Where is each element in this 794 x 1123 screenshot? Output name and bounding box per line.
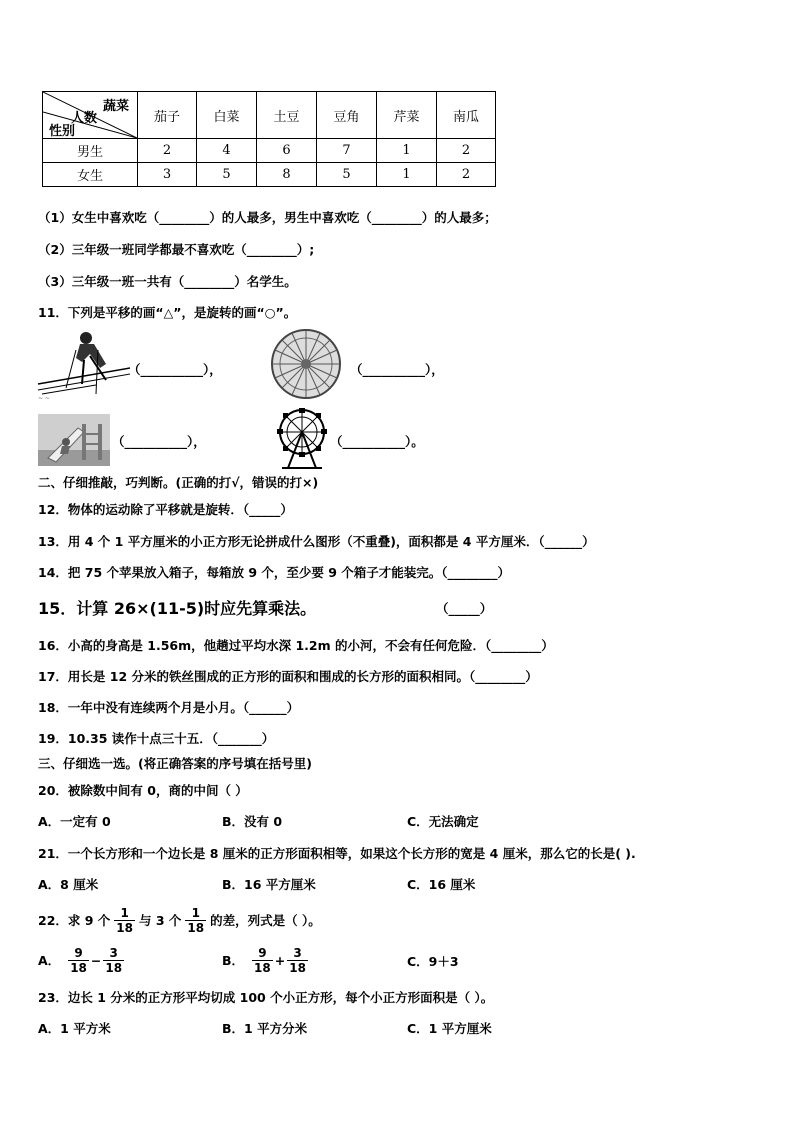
corner-label-count: 人数	[71, 111, 98, 126]
plus-sign: +	[274, 952, 286, 968]
q14: 14．把 75 个苹果放入箱子，每箱放 9 个，至少要 9 个箱子才能装完。（________）	[38, 565, 511, 580]
corner-label-gender: 性别	[49, 124, 76, 139]
fraction-denominator: 18	[105, 960, 123, 975]
q11-stem: 11．下列是平移的画“△”，是旋转的画“○”。	[38, 305, 297, 320]
q22-option-c[interactable]: C．9＋3	[407, 954, 459, 969]
table-cell: 1	[377, 163, 437, 187]
q10-sub3: （3）三年级一班一共有（________）名学生。	[38, 274, 297, 289]
column-header: 芹菜	[377, 92, 437, 139]
q21-stem: 21．一个长方形和一个边长是 8 厘米的正方形面积相等，如果这个长方形的宽是 4 厘米，那么它的长是( ).	[38, 846, 636, 861]
option-fraction	[103, 946, 124, 975]
q10-sub1: （1）女生中喜欢吃（________）的人最多，男生中喜欢吃（________）的人最多；	[38, 210, 497, 225]
fraction-denominator: 18	[70, 960, 87, 975]
q21-option-c[interactable]: C．16 厘米	[407, 877, 476, 892]
q20-option-c[interactable]: C．无法确定	[407, 814, 479, 829]
fraction-numerator: 3	[287, 946, 308, 961]
table-cell: 3	[138, 163, 197, 187]
column-header: 土豆	[257, 92, 317, 139]
fraction-numerator: 9	[252, 946, 273, 961]
table-cell: 6	[257, 139, 317, 163]
section-3-heading: 三、仔细选一选。(将正确答案的序号填在括号里)	[38, 756, 312, 771]
q22-stem	[38, 900, 321, 940]
fraction-numerator: 1	[114, 906, 135, 921]
column-header: 豆角	[317, 92, 377, 139]
q23-option-a[interactable]: A．1 平方米	[38, 1021, 111, 1036]
q20-option-b[interactable]: B．没有 0	[222, 814, 283, 829]
table-cell: 2	[437, 163, 496, 187]
q12: 12．物体的运动除了平移就是旋转．（_____）	[38, 502, 293, 517]
q10-sub2: （2）三年级一班同学都最不喜欢吃（________）;	[38, 242, 315, 257]
ferris-wheel-picture	[276, 408, 328, 470]
table-cell: 8	[257, 163, 317, 187]
q21-option-a[interactable]: A．8 厘米	[38, 877, 99, 892]
q22-fraction-1	[114, 906, 135, 935]
table-cell: 5	[197, 163, 257, 187]
section-2-heading: 二、仔细推敲，巧判断。(正确的打√，错误的打×)	[38, 475, 319, 490]
table-row	[43, 139, 496, 163]
table-cell: 4	[197, 139, 257, 163]
q23-option-b[interactable]: B．1 平方分米	[222, 1021, 308, 1036]
q21-option-b[interactable]: B．16 平方厘米	[222, 877, 316, 892]
fraction-denominator: 18	[116, 920, 133, 935]
q19: 19．10.35 读作十点三十五．（_______）	[38, 731, 275, 746]
table-cell: 5	[317, 163, 377, 187]
row-label: 女生	[43, 163, 138, 187]
table-row	[43, 163, 496, 187]
option-label: B．	[222, 953, 245, 968]
q23-option-c[interactable]: C．1 平方厘米	[407, 1021, 492, 1036]
fraction-numerator: 9	[68, 946, 89, 961]
q23-stem: 23．边长 1 分米的正方形平均切成 100 个小正方形，每个小正方形面积是（ ）。	[38, 990, 494, 1005]
q15: 15．计算 26×(11-5)时应先算乘法。	[38, 599, 317, 618]
fraction-numerator: 1	[185, 906, 206, 921]
corner-label-vegetable: 蔬菜	[103, 99, 130, 114]
q22-stem-post: 的差，列式是（ ）。	[210, 913, 321, 928]
q17: 17．用长是 12 分米的铁丝围成的正方形的面积和围成的长方形的面积相同。（________）	[38, 669, 538, 684]
option-fraction	[252, 946, 273, 975]
q11-blank-1[interactable]: （__________），	[128, 362, 222, 377]
q11-blank-2[interactable]: （__________），	[350, 362, 444, 377]
q22-option-a[interactable]	[38, 940, 124, 980]
fan-picture	[270, 328, 342, 400]
q18: 18．一年中没有连续两个月是小月。（______）	[38, 700, 300, 715]
q20-option-a[interactable]: A．一定有 0	[38, 814, 111, 829]
table-cell: 7	[317, 139, 377, 163]
q20-stem: 20．被除数中间有 0，商的中间（ ）	[38, 783, 248, 798]
column-header: 白菜	[197, 92, 257, 139]
column-header: 南瓜	[437, 92, 496, 139]
svg-text:~ ~: ~ ~	[38, 395, 50, 400]
fraction-denominator: 18	[289, 960, 306, 975]
vegetable-table	[42, 91, 496, 187]
q11-blank-3[interactable]: （__________），	[112, 434, 206, 449]
q22-fraction-2	[185, 906, 206, 935]
fraction-numerator: 3	[103, 946, 124, 961]
option-label: A．	[38, 953, 61, 968]
fraction-denominator: 18	[254, 960, 271, 975]
slide-picture	[38, 414, 110, 466]
table-cell: 2	[138, 139, 197, 163]
skier-picture	[36, 328, 132, 400]
table-corner-header	[43, 92, 138, 139]
minus-sign: −	[90, 952, 102, 968]
q15-blank[interactable]: （_____）	[436, 601, 493, 616]
column-header: 茄子	[138, 92, 197, 139]
q22-stem-mid: 与 3 个	[139, 913, 182, 928]
q11-blank-4[interactable]: （__________）。	[330, 434, 424, 449]
q22-stem-pre: 22．求 9 个	[38, 913, 111, 928]
fraction-denominator: 18	[187, 920, 205, 935]
q22-option-b[interactable]	[222, 940, 308, 980]
q16: 16．小高的身高是 1.56m，他趟过平均水深 1.2m 的小河，不会有任何危险．（________）	[38, 638, 554, 653]
table-cell: 1	[377, 139, 437, 163]
q13: 13．用 4 个 1 平方厘米的小正方形无论拼成什么图形（不重叠)，面积都是 4 平方厘米．（______）	[38, 534, 595, 549]
table-cell: 2	[437, 139, 496, 163]
option-fraction	[68, 946, 89, 975]
option-fraction	[287, 946, 308, 975]
row-label: 男生	[43, 139, 138, 163]
